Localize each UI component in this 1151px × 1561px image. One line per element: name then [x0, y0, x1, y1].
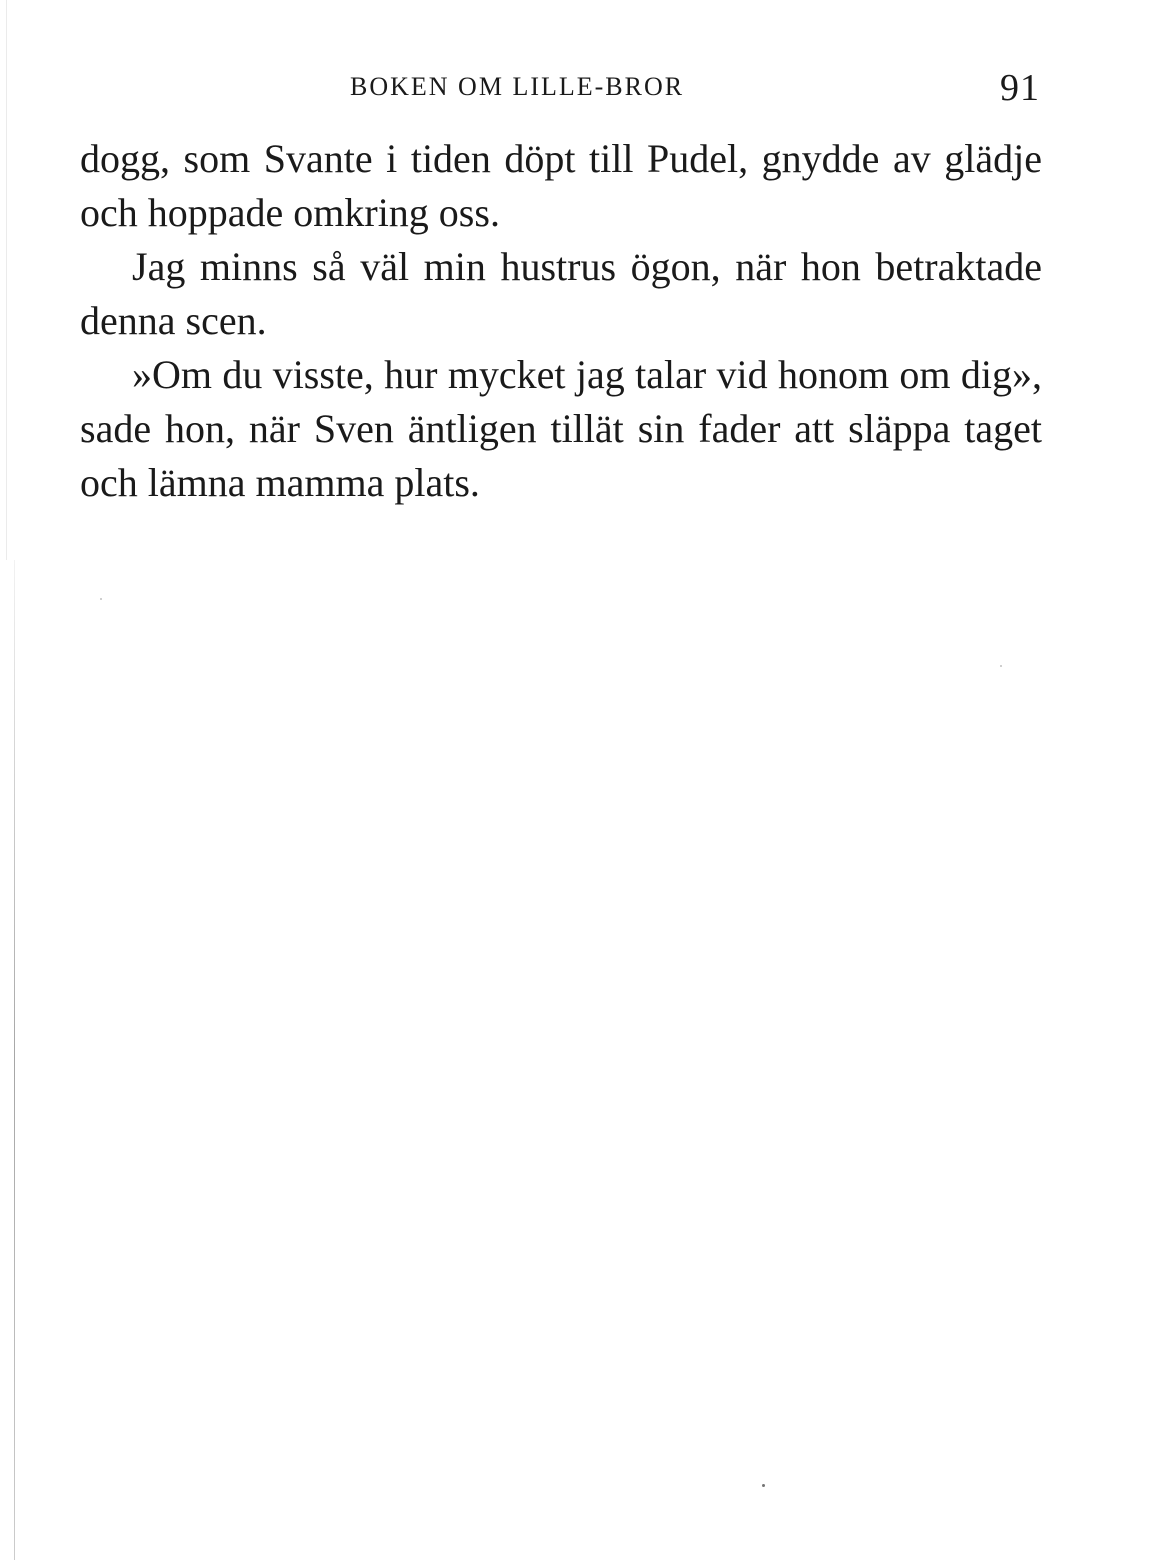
paragraph: »Om du visste, hur mycket jag talar vid honom om dig», sade hon, när Sven äntligen tillät sin fader att släppa taget och lämna mamma plats.: [80, 352, 1042, 505]
page-number: 91: [1000, 67, 1040, 109]
paragraph-continuation: dogg, som Svante i tiden döpt till Pudel, gnydde av glädje och hoppade omkring oss.: [80, 136, 1042, 235]
paragraph: Jag minns så väl min hustrus ögon, när hon betraktade denna scen.: [80, 244, 1042, 343]
page-gutter-shadow: [6, 0, 7, 560]
body-text: [80, 132, 1042, 510]
print-speck: [1000, 665, 1002, 667]
running-head: [80, 68, 1040, 108]
page-gutter-edge: [14, 560, 15, 1560]
print-speck: [100, 598, 102, 600]
running-title: BOKEN OM LILLE-BROR: [350, 72, 685, 101]
print-speck: [762, 1484, 765, 1487]
